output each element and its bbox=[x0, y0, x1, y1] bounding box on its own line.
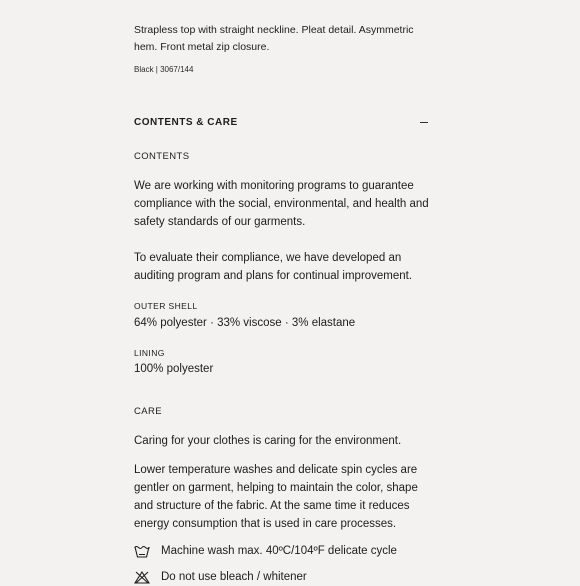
contents-care-header[interactable] bbox=[134, 114, 428, 130]
care-instruction-wash bbox=[134, 542, 397, 560]
contents-paragraph-1: We are working with monitoring programs to guarantee compliance with the social, environmental, and health and safety standards of our garments. bbox=[134, 180, 429, 228]
minus-icon[interactable] bbox=[420, 122, 428, 123]
outer-shell-label: OUTER SHELL bbox=[134, 301, 198, 311]
no-bleach-icon bbox=[134, 570, 150, 584]
care-heading: CARE bbox=[134, 406, 162, 417]
contents-heading: CONTENTS bbox=[134, 151, 190, 162]
care-instruction-text: Machine wash max. 40ºC/104ºF delicate cycle bbox=[161, 545, 397, 557]
care-instruction-bleach bbox=[134, 568, 307, 586]
lining-label: LINING bbox=[134, 348, 165, 358]
care-instruction-text: Do not use bleach / whitener bbox=[161, 571, 307, 583]
color-reference: Black | 3067/144 bbox=[134, 65, 194, 74]
care-paragraph-2: Lower temperature washes and delicate spin cycles are gentler on garment, helping to maintain the color, shape and structure of the fabric. At the same time it reduces energy consumption that is used in care processes. bbox=[134, 464, 418, 530]
outer-shell-value: 64% polyester · 33% viscose · 3% elastane bbox=[134, 317, 356, 329]
lining-value: 100% polyester bbox=[134, 363, 214, 375]
contents-paragraph-2: To evaluate their compliance, we have developed an auditing program and plans for continual improvement. bbox=[134, 252, 413, 282]
wash-tub-icon bbox=[134, 544, 150, 558]
care-paragraph-1: Caring for your clothes is caring for the environment. bbox=[134, 435, 402, 447]
product-description: Strapless top with straight neckline. Pleat detail. Asymmetric hem. Front metal zip closure. bbox=[134, 24, 414, 53]
section-title: CONTENTS & CARE bbox=[134, 116, 238, 128]
